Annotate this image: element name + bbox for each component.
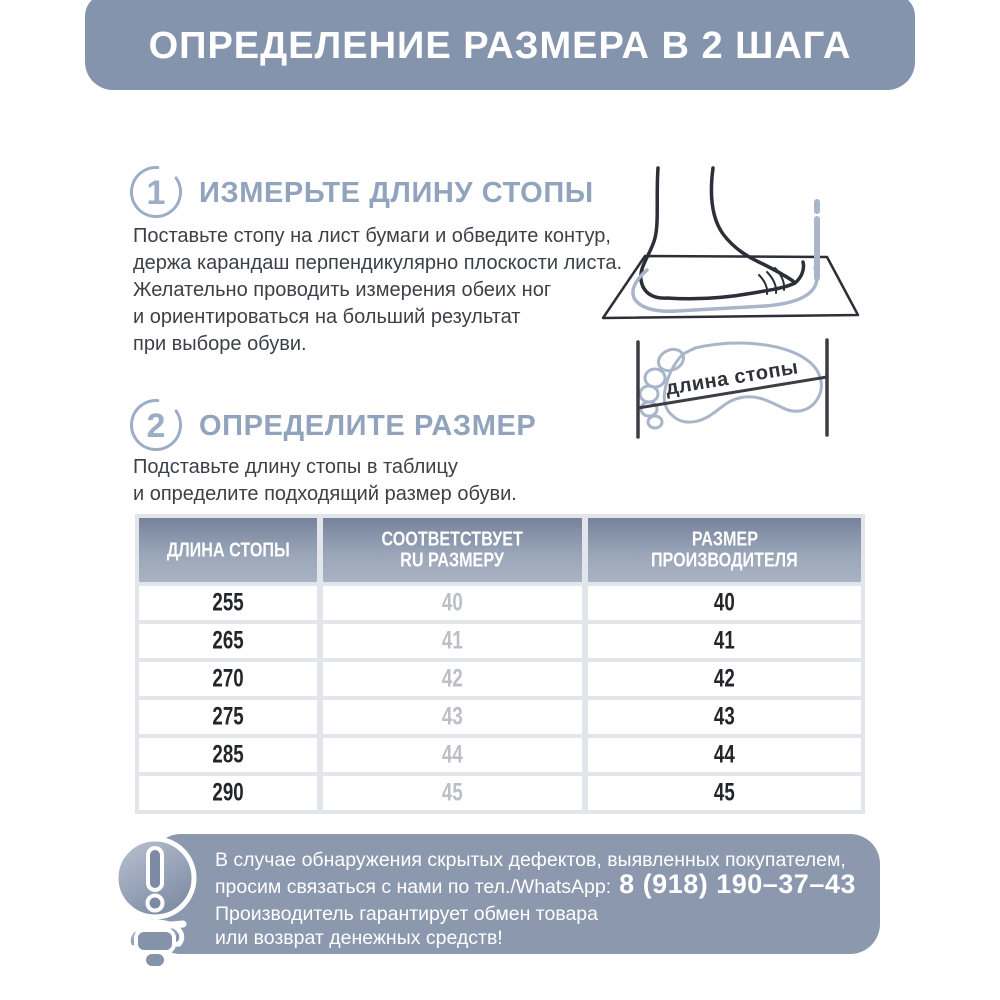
note-phone-prefix: просим связаться с нами по тел./WhatsApp:	[215, 876, 612, 898]
foot-tracing-illustration	[595, 150, 925, 345]
table-cell-foot-length	[139, 738, 317, 772]
table-cell-ru-size	[323, 662, 582, 696]
exclamation-icon	[148, 848, 163, 911]
step-2-title: ОПРЕДЕЛИТЕ РАЗМЕР	[199, 410, 537, 442]
header-banner	[85, 0, 915, 90]
phone-number: 8 (918) 190–37–43	[619, 869, 856, 899]
note-line-3: Производитель гарантирует обмен товара	[215, 903, 599, 925]
table-cell-manufacturer-size	[588, 586, 861, 620]
table-cell-foot-length	[139, 662, 317, 696]
toe	[648, 416, 662, 428]
toe	[645, 369, 665, 387]
table-cell-manufacturer-size	[588, 662, 861, 696]
cell-value: 290	[212, 778, 244, 807]
step-2-line: и определите подходящий размер обуви.	[133, 483, 517, 505]
step-1-line: Желательно проводить измерения обеих ног	[133, 279, 552, 301]
table-cell-manufacturer-size	[588, 776, 861, 810]
cell-value: 40	[442, 588, 463, 617]
foot-length-illustration	[605, 330, 935, 460]
cell-value: 45	[714, 778, 735, 807]
table-cell-manufacturer-size	[588, 738, 861, 772]
step-2-number-badge	[129, 398, 183, 452]
cell-value: 41	[442, 626, 463, 655]
cell-value: 41	[714, 626, 735, 655]
cell-value: 44	[714, 740, 735, 769]
column-header-ru-size	[323, 518, 582, 582]
header-line: РАЗМЕР	[691, 528, 758, 551]
table-cell-ru-size	[323, 586, 582, 620]
note-line-2	[215, 869, 860, 902]
bulb-base	[136, 930, 174, 952]
step-1-title: ИЗМЕРЬТЕ ДЛИНУ СТОПЫ	[199, 177, 594, 209]
cell-value: 43	[442, 702, 463, 731]
page-title: ОПРЕДЕЛЕНИЕ РАЗМЕРА В 2 ШАГА	[148, 24, 852, 67]
header-line: RU РАЗМЕРУ	[400, 549, 505, 572]
step-1-description	[133, 223, 622, 358]
cell-value: 275	[212, 702, 244, 731]
table-cell-manufacturer-size	[588, 624, 861, 658]
step-2-line: Подставьте длину стопы в таблицу	[133, 456, 458, 478]
header-line: СООТВЕТСТВУЕТ	[381, 528, 524, 551]
cell-value: 45	[442, 778, 463, 807]
traced-contour	[633, 268, 817, 311]
table-cell-foot-length	[139, 700, 317, 734]
leg-front-line	[711, 168, 793, 281]
warranty-note	[151, 834, 880, 954]
length-label: длина стопы	[664, 356, 800, 400]
table-cell-foot-length	[139, 624, 317, 658]
cell-value: 285	[212, 740, 244, 769]
note-line-4: или возврат денежных средств!	[215, 927, 503, 949]
column-header-foot-length	[139, 518, 317, 582]
table-cell-ru-size	[323, 624, 582, 658]
step-number: 1	[146, 174, 166, 212]
step-1-line: держа карандаш перпендикулярно плоскости листа.	[133, 252, 623, 274]
cell-value: 42	[442, 664, 463, 693]
cell-value: 40	[714, 588, 735, 617]
step-1-line: и ориентироваться на больший результат	[133, 306, 521, 328]
cell-value: 42	[714, 664, 735, 693]
header-line: ДЛИНА СТОПЫ	[166, 538, 290, 562]
step-1-number-badge	[129, 165, 183, 219]
bulb-base-nub	[144, 952, 166, 968]
step-1-line: Поставьте стопу на лист бумаги и обведите контур,	[133, 225, 611, 247]
toe	[640, 386, 658, 402]
column-header-manufacturer-size	[588, 518, 861, 582]
table-cell-foot-length	[139, 586, 317, 620]
step-number: 2	[146, 407, 166, 445]
note-line-1: В случае обнаружения скрытых дефектов, выявленных покупателем,	[215, 849, 846, 871]
table-cell-ru-size	[323, 738, 582, 772]
cell-value: 255	[212, 588, 244, 617]
header-line: ПРОИЗВОДИТЕЛЯ	[651, 549, 798, 572]
step-1-line: при выборе обуви.	[133, 333, 307, 355]
size-table	[135, 514, 865, 814]
step-2-description	[133, 454, 517, 508]
lightbulb-alert-icon	[103, 826, 213, 996]
cell-value: 44	[442, 740, 463, 769]
table-cell-foot-length	[139, 776, 317, 810]
cell-value: 43	[714, 702, 735, 731]
table-cell-ru-size	[323, 700, 582, 734]
table-cell-ru-size	[323, 776, 582, 810]
cell-value: 270	[212, 664, 244, 693]
table-cell-manufacturer-size	[588, 700, 861, 734]
cell-value: 265	[212, 626, 244, 655]
